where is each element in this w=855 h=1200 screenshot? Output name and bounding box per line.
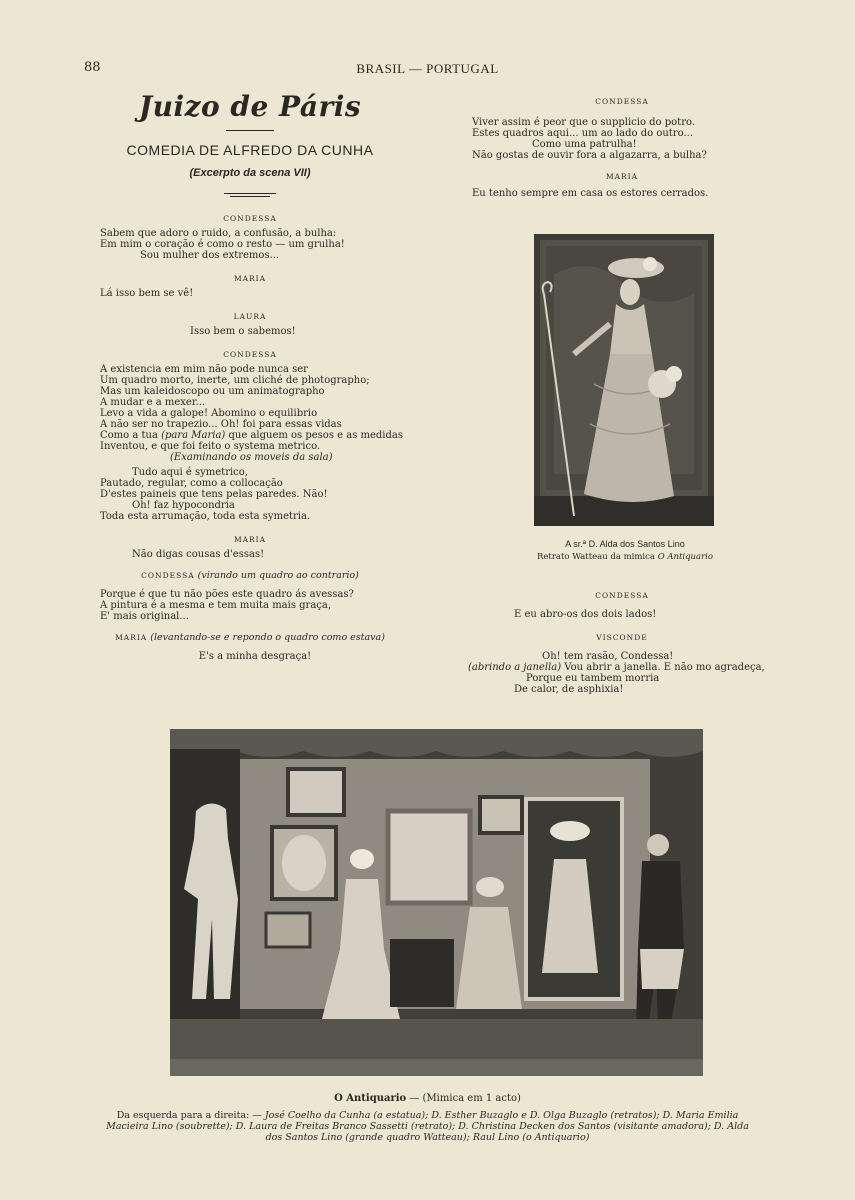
speaker-condessa: CONDESSA (595, 97, 649, 106)
verse-line: Um quadro morto, inerte, um cliché de photographo; (100, 375, 370, 386)
verse-line: Oh! faz hypocondria (132, 500, 235, 511)
verse-line: E's a minha desgraça! (198, 651, 312, 662)
stage-direction: (abrindo a janella) (468, 662, 562, 673)
credits-line (70, 1110, 785, 1121)
verse-line: Isso bem o sabemos! (190, 326, 296, 337)
credits-intro: Da esquerda para a direita: — (116, 1110, 265, 1121)
stage-caption-title (0, 1093, 855, 1104)
article-title: Juizo de Páris (138, 90, 362, 123)
verse-text: que alguem os pesos e as medidas (225, 430, 404, 441)
verse-line: Mas um kaleidoscopo ou um animatographo (100, 386, 325, 397)
stage-caption-work: O Antiquario (334, 1093, 407, 1104)
page-number: 88 (84, 60, 101, 75)
verse-line: Sou mulher dos extremos... (140, 250, 280, 261)
verse-line: Toda esta arrumação, toda esta symetria. (100, 511, 311, 522)
title-rule (226, 130, 274, 131)
stage-caption-sub: — (Mimica em 1 acto) (406, 1093, 521, 1104)
credits-line: dos Santos Lino (grande quadro Watteau); Raul Lino (o Antiquario) (265, 1132, 590, 1143)
excerpt-rule-bottom (230, 196, 270, 197)
article-subtitle: COMEDIA DE ALFREDO DA CUNHA (126, 142, 374, 158)
right-column-bottom (462, 590, 782, 695)
speaker-laura: LAURA (233, 312, 267, 321)
stage-direction: (levantando-se e repondo o quadro como estava) (147, 632, 385, 643)
verse-line: Não digas cousas d'essas! (132, 549, 265, 560)
right-column-top (462, 92, 782, 199)
stage-direction: (virando um quadro ao contrario) (194, 570, 359, 581)
verse-line: Em mim o coração é como o resto — um grulha! (100, 239, 345, 250)
verse-line: E eu abro-os dos dois lados! (514, 609, 657, 620)
credits-text: José Coelho da Cunha (a estatua); D. Esther Buzaglo e D. Olga Buzaglo (retratos); D. Maria Emilia (264, 1110, 739, 1121)
excerpt-rule-top (224, 193, 276, 194)
verse-line: Levo a vida a galope! Abomino o equilibrio (100, 408, 318, 419)
verse-line: Não gostas de ouvir fora a algazarra, a bulha? (472, 150, 707, 161)
speaker-condessa: CONDESSA (595, 591, 649, 600)
verse-line: A pintura é a mesma e tem muita mais graça, (100, 600, 332, 611)
left-column (90, 88, 410, 662)
verse-line: Lá isso bem se vê! (100, 288, 194, 299)
verse-line: Inventou, e que foi feito o systema metrico. (100, 441, 321, 452)
speaker-maria-direction (90, 632, 410, 643)
speaker-name: MARIA (115, 633, 148, 642)
portrait-caption-name: A sr.ª D. Alda dos Santos Lino (565, 539, 685, 549)
verse-line: Porque eu tambem morria (526, 673, 660, 684)
verse-line: Porque é que tu não pões este quadro ás avessas? (100, 589, 354, 600)
stage-photo (170, 729, 703, 1076)
verse-line: A mudar e a mexer... (100, 397, 206, 408)
speaker-condessa: CONDESSA (223, 350, 277, 359)
verse-line: Tudo aqui é symetrico, (132, 467, 248, 478)
verse-line: Oh! tem rasão, Condessa! (542, 651, 674, 662)
portrait-caption-work: O Antiquario (657, 552, 713, 562)
stage-direction: (para Maria) (161, 430, 226, 441)
verse-text: Vou abrir a janella. E não mo agradeça, (561, 662, 765, 673)
speaker-maria: MARIA (233, 274, 267, 283)
article-excerpt: (Excerpto da scena VII) (189, 167, 311, 179)
stage-direction: (Examinando os moveis da sala) (170, 452, 333, 463)
speaker-maria: MARIA (605, 172, 639, 181)
portrait-caption-text: Retrato Watteau da mimica (537, 552, 658, 562)
verse-line: E' mais original... (100, 611, 189, 622)
speaker-visconde: VISCONDE (596, 633, 648, 642)
portrait-caption-note (500, 552, 750, 562)
portrait-illustration (534, 234, 714, 526)
running-title: BRASIL — PORTUGAL (356, 61, 499, 76)
stage-caption-credits (70, 1110, 785, 1143)
verse-line: Eu tenho sempre em casa os estores cerrados. (472, 188, 709, 199)
stage-illustration (170, 729, 703, 1076)
verse-line: Viver assim é peor que o supplicio do potro. (472, 117, 696, 128)
portrait-photo (534, 234, 714, 526)
verse-line: A existencia em mim não pode nunca ser (100, 364, 308, 375)
verse-line: D'estes paineis que tens pelas paredes. Não! (100, 489, 328, 500)
verse-line: De calor, de asphixia! (514, 684, 624, 695)
verse-line (90, 430, 410, 441)
credits-line: Macieira Lino (soubrette); D. Laura de Freitas Branco Sassetti (retrato); D. Christina Decken dos Santos (visitante amadora); D. Alda (106, 1121, 749, 1132)
speaker-name: CONDESSA (141, 571, 195, 580)
verse-line (462, 662, 782, 673)
verse-line: Pautado, regular, como a collocação (100, 478, 283, 489)
speaker-maria: MARIA (233, 535, 267, 544)
verse-line: A não ser no trapezio... Oh! foi para essas vidas (100, 419, 342, 430)
verse-line: Sabem que adoro o ruido, a confusão, a bulha: (100, 228, 337, 239)
verse-text: Como a tua (100, 430, 162, 441)
verse-line: Estes quadros aqui... um ao lado do outro... (472, 128, 693, 139)
speaker-condessa-direction (90, 570, 410, 581)
speaker-condessa: CONDESSA (223, 214, 277, 223)
verse-line: Como uma patrulha! (532, 139, 637, 150)
